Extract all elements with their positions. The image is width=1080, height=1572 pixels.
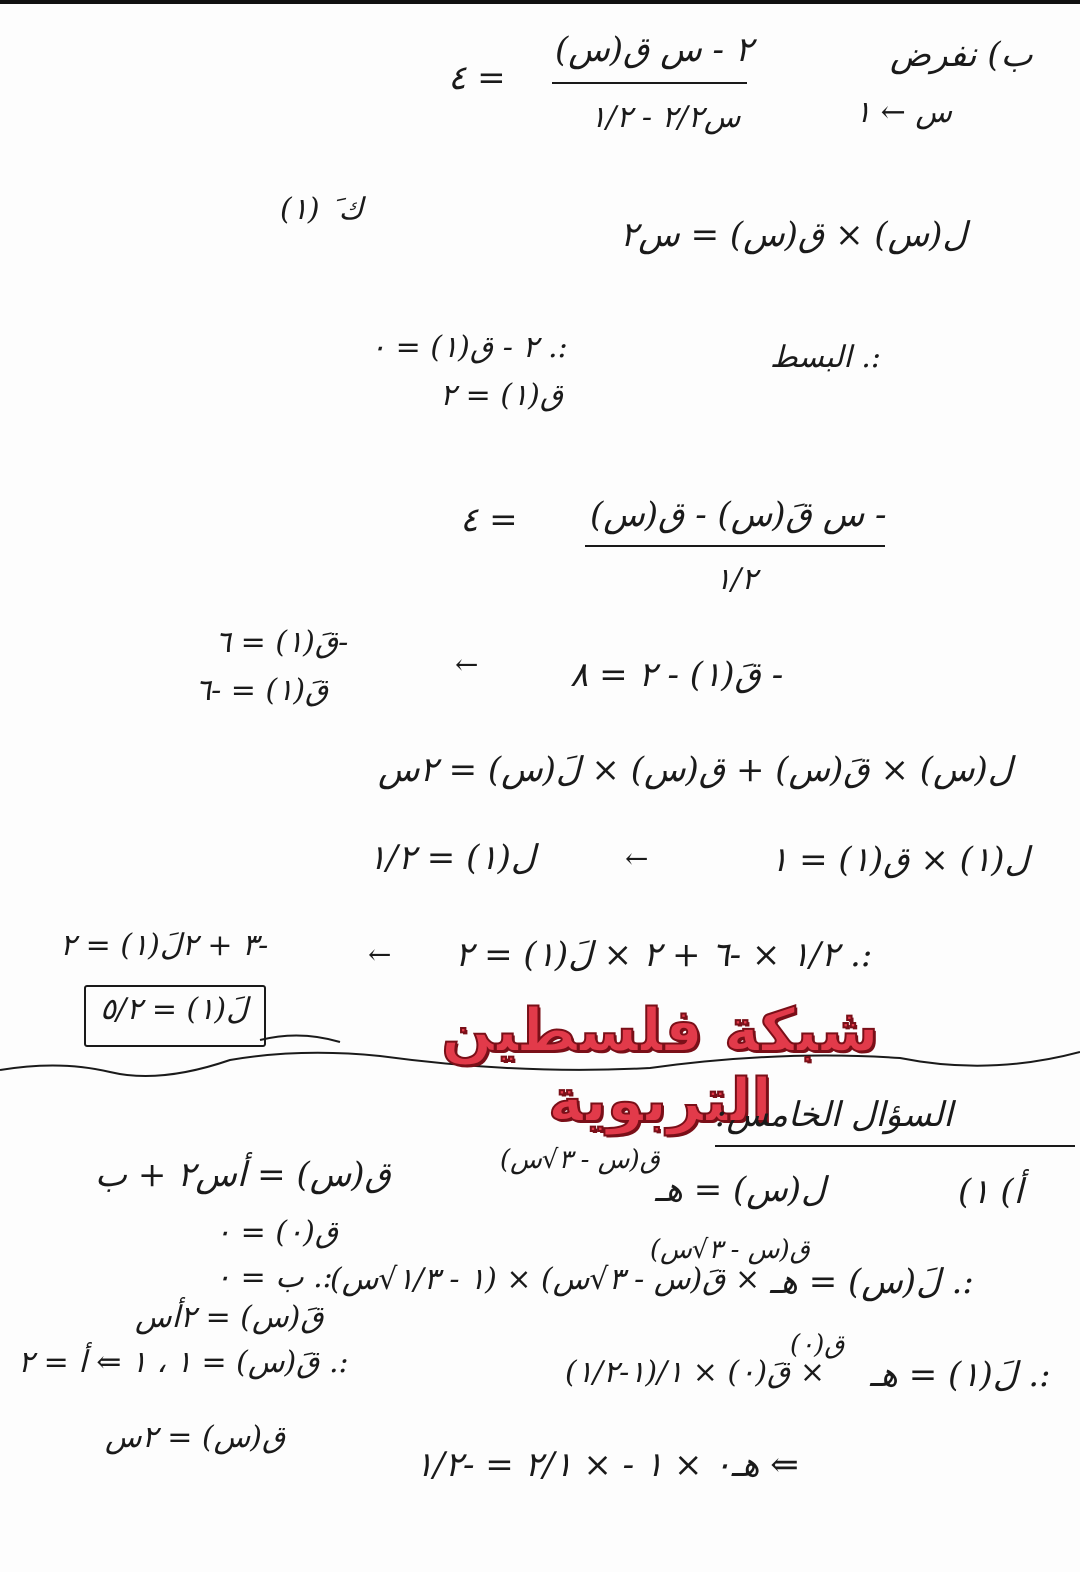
final-equation-b: -٣ + ٢لَ(١) = ٢ <box>60 928 269 963</box>
b-equals-zero: :. ب = ٠ <box>215 1260 333 1295</box>
derivative-result-b: قَ(١) = -٦ <box>195 673 329 708</box>
q-definition: ق(س) = أس٢ + ب <box>95 1155 391 1195</box>
fraction2-rhs: = ٤ <box>460 500 518 540</box>
fraction2-numerator: - س قَ(س) - ق(س) <box>590 495 887 535</box>
l-prime-rest: × قَ(س - ٣√س) × (١ - ١/٣√س) <box>330 1262 761 1297</box>
l-prime-definition: :. لَ(س) = هـ <box>770 1262 974 1302</box>
l-of-one-product: ل(١) × ق(١) = ١ <box>770 840 1030 880</box>
final-equation: :. ١/٢ × -٦ + ٢ × لَ(١) = ٢ <box>455 935 873 975</box>
l-prime-at-one: :. لَ(١) = هـ <box>870 1355 1051 1395</box>
hence-equation-1: :. ٢ - ق(١) = ٠ <box>370 330 568 365</box>
q-final: ق(س) = ٢س <box>105 1420 286 1455</box>
boxed-answer: لَ(١) = ٥/٢ <box>100 992 248 1027</box>
l-prime-at-one-exponent: ق(٠) <box>790 1330 845 1360</box>
hence-equation-2: ق(١) = ٢ <box>440 378 564 413</box>
l-definition-exponent: ق(س - ٣√س) <box>500 1145 660 1175</box>
limit-condition: س ← ١ <box>855 95 952 130</box>
q-prime-definition: قَ(س) = ٢أس <box>135 1300 324 1335</box>
page-top-edge <box>0 0 1080 4</box>
watermark-text: شبكة فلسطين التربوية <box>441 996 879 1136</box>
item-label: أ) ١) <box>958 1172 1024 1212</box>
arrow-left-icon: ← <box>455 648 480 681</box>
fraction2-denominator: ١/٢ <box>715 562 758 597</box>
hence-numerator-label: :. البسط <box>770 340 881 375</box>
q-at-zero: ق(٠) = ٠ <box>215 1215 339 1250</box>
arrow-left-icon-2: ← <box>625 842 650 875</box>
fraction1-denominator: س٢/٢ - ١/٢ <box>590 100 741 135</box>
product-rule-equation: ل(س) × قَ(س) + ق(س) × لَ(س) = ٢س <box>378 750 1013 790</box>
l-definition: ل(س) = هـ <box>655 1170 826 1210</box>
l-of-one-result: ل(١) = ١/٢ <box>368 838 536 878</box>
fraction1-bar <box>552 82 747 84</box>
derivative-result-a: -قَ(١) = ٦ <box>215 625 349 660</box>
heading-underline <box>715 1145 1075 1147</box>
product-equation: ل(س) × ق(س) = س٢ <box>620 215 968 255</box>
derivative-eq-line: - قَ(١) - ٢ = ٨ <box>570 655 784 695</box>
l-prime-at-one-rest: × قَ(٠) × ١/(١-١/٢) <box>565 1355 825 1390</box>
fraction2-bar <box>585 545 885 547</box>
l-prime-exponent: ق(س - ٣√س) <box>650 1235 810 1265</box>
k-prime-1: ك َ (١) <box>280 192 364 227</box>
arrow-left-icon-3: ← <box>368 938 393 971</box>
fraction1-rhs: = ٤ <box>448 58 506 98</box>
q-prime-value: :. قَ(س) = ١ ، ١ ⇐ أ = ٢ <box>18 1345 349 1380</box>
question5-heading: السؤال الخامس: <box>715 1095 953 1135</box>
fraction1-numerator: ٢ - س ق(س) <box>555 30 754 70</box>
last-line: ⇐ هـ٠ × ١ - × ٢/١ = -١/٢ <box>415 1445 799 1485</box>
part-b-label: ب) نفرض <box>890 35 1033 75</box>
